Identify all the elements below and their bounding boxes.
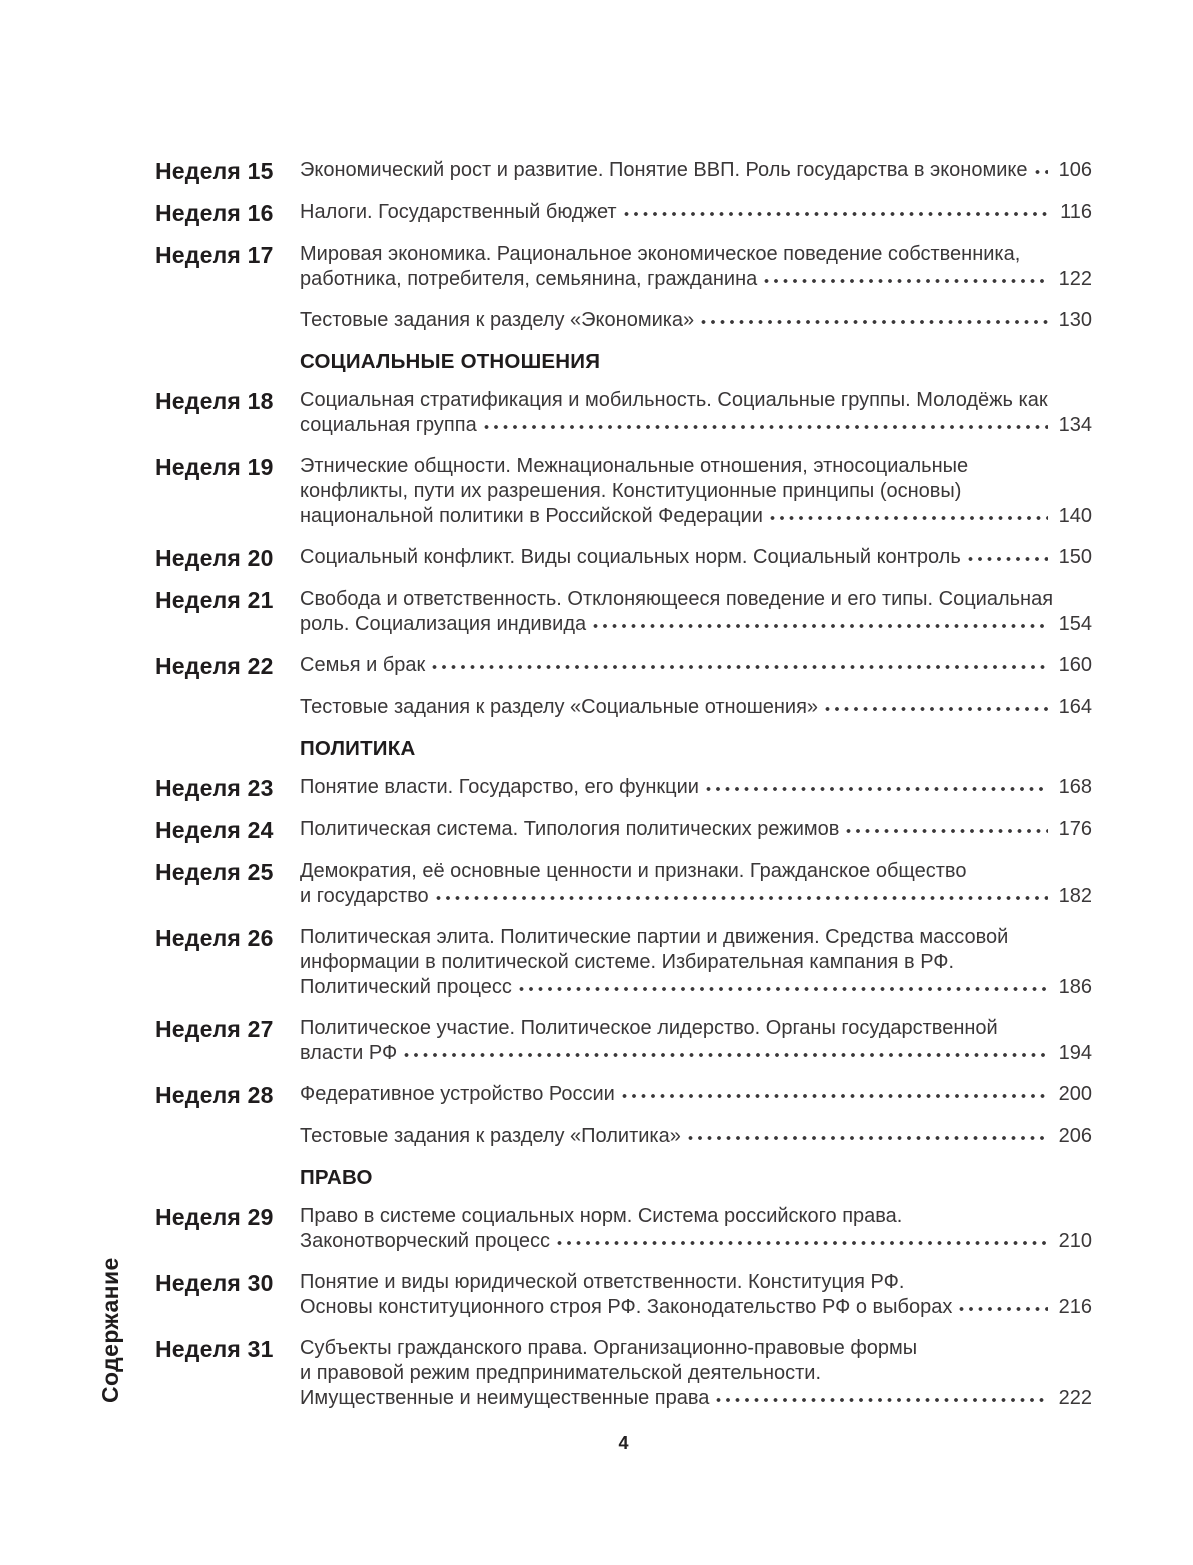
week-label: Неделя 16: [155, 200, 274, 226]
toc-entry: [155, 817, 1092, 843]
entry-text: Понятие власти. Государство, его функции: [300, 776, 699, 798]
toc-entry: [155, 587, 1092, 637]
page-number: 176: [1058, 818, 1092, 840]
toc-entry: [155, 308, 1092, 333]
toc-entry: [155, 242, 1092, 292]
entry-text: власти РФ: [300, 1042, 398, 1064]
dot-leader: [762, 277, 1048, 285]
entry-line: [300, 200, 1092, 225]
entry-text: Тестовые задания к разделу «Политика»: [300, 1125, 681, 1147]
entry-lines: [300, 158, 1092, 183]
dot-leader: [620, 1092, 1048, 1100]
entry-line: [300, 1270, 1092, 1295]
dot-leader: [844, 827, 1048, 835]
toc-entry: [155, 454, 1092, 529]
page-number: 140: [1058, 505, 1092, 527]
entry-text: Федеративное устройство России: [300, 1083, 615, 1105]
week-label: Неделя 27: [155, 1016, 274, 1042]
entry-line: [300, 1336, 1092, 1361]
week-label: Неделя 20: [155, 545, 274, 571]
entry-lines: [300, 242, 1092, 292]
section-heading: ПОЛИТИКА: [300, 737, 416, 760]
toc-entry: [155, 1204, 1092, 1254]
entry-text: Право в системе социальных норм. Система российского права.: [300, 1205, 903, 1227]
toc-entry: [155, 1082, 1092, 1108]
entry-line: [300, 1124, 1092, 1149]
entry-text: Экономический рост и развитие. Понятие ВВП. Роль государства в экономике: [300, 159, 1028, 181]
entry-lines: [300, 1124, 1092, 1149]
page-number: 210: [1058, 1230, 1092, 1252]
entry-text: Политическая элита. Политические партии и движения. Средства массовой: [300, 926, 1009, 948]
week-label: Неделя 23: [155, 775, 274, 801]
entry-text: Политическая система. Типология политических режимов: [300, 818, 840, 840]
entry-lines: [300, 1082, 1092, 1107]
entry-line: [300, 1386, 1092, 1411]
dot-leader: [1033, 168, 1049, 176]
page-number: 154: [1058, 613, 1092, 635]
page-number: 150: [1058, 546, 1092, 568]
entry-text: роль. Социализация индивида: [300, 613, 587, 635]
page-number: 186: [1058, 976, 1092, 998]
toc-entry: [155, 859, 1092, 909]
dot-leader: [957, 1305, 1048, 1313]
entry-text: Тестовые задания к разделу «Социальные отношения»: [300, 696, 819, 718]
toc-entry: [155, 1124, 1092, 1149]
page-number: 194: [1058, 1042, 1092, 1064]
entry-line: [300, 545, 1092, 570]
toc-entry: [155, 653, 1092, 679]
entry-lines: [300, 1016, 1092, 1066]
dot-leader: [434, 894, 1048, 902]
entry-text: Основы конституционного строя РФ. Законодательство РФ о выборах: [300, 1296, 953, 1318]
week-label: Неделя 31: [155, 1336, 274, 1362]
week-label: Неделя 21: [155, 587, 274, 613]
section-heading: ПРАВО: [300, 1166, 373, 1189]
entry-text: Имущественные и неимущественные права: [300, 1387, 710, 1409]
entry-text: и правовой режим предпринимательской деятельности.: [300, 1362, 822, 1384]
entry-text: национальной политики в Российской Федерации: [300, 505, 763, 527]
entry-text: Тестовые задания к разделу «Экономика»: [300, 309, 695, 331]
page-number: 106: [1058, 159, 1092, 181]
entry-line: [300, 504, 1092, 529]
entry-line: [300, 1041, 1092, 1066]
entry-text: Законотворческий процесс: [300, 1230, 551, 1252]
entry-line: [300, 1082, 1092, 1107]
entry-line: [300, 587, 1092, 612]
dot-leader: [482, 423, 1048, 431]
week-label: Неделя 30: [155, 1270, 274, 1296]
week-label: Неделя 22: [155, 653, 274, 679]
dot-leader: [704, 785, 1048, 793]
week-label: Неделя 25: [155, 859, 274, 885]
entry-lines: [300, 817, 1092, 842]
dot-leader: [823, 705, 1048, 713]
dot-leader: [768, 514, 1048, 522]
dot-leader: [555, 1239, 1048, 1247]
dot-leader: [622, 210, 1048, 218]
entry-lines: [300, 454, 1092, 529]
toc-entry: [155, 545, 1092, 571]
entry-lines: [300, 1336, 1092, 1411]
week-label: Неделя 17: [155, 242, 274, 268]
dot-leader: [591, 622, 1048, 630]
entry-text: и государство: [300, 885, 429, 907]
week-label: [155, 695, 300, 696]
week-label: Неделя 26: [155, 925, 274, 951]
week-label: Неделя 28: [155, 1082, 274, 1108]
toc-entry: [155, 775, 1092, 801]
entry-lines: [300, 545, 1092, 570]
entry-line: [300, 454, 1092, 479]
page-number: 168: [1058, 776, 1092, 798]
sidebar-vertical-label: Содержание: [97, 1257, 123, 1403]
entry-text: Политический процесс: [300, 976, 512, 998]
dot-leader: [686, 1134, 1048, 1142]
entry-line: [300, 653, 1092, 678]
toc-entry: [155, 200, 1092, 226]
page-number: 130: [1058, 309, 1092, 331]
week-label: Неделя 15: [155, 158, 274, 184]
entry-lines: [300, 925, 1092, 1000]
entry-lines: [300, 200, 1092, 225]
entry-line: [300, 1361, 1092, 1386]
entry-line: [300, 925, 1092, 950]
entry-line: [300, 884, 1092, 909]
page-number: 200: [1058, 1083, 1092, 1105]
entry-text: Свобода и ответственность. Отклоняющееся поведение и его типы. Социальная: [300, 588, 1054, 610]
toc-entry: [155, 1336, 1092, 1411]
page-number: 116: [1060, 201, 1092, 223]
entry-line: [300, 775, 1092, 800]
entry-text: работника, потребителя, семьянина, гражданина: [300, 268, 758, 290]
dot-leader: [699, 318, 1048, 326]
toc-entry: [155, 1016, 1092, 1066]
toc-list: [155, 158, 1092, 1427]
entry-line: [300, 975, 1092, 1000]
entry-line: [300, 950, 1092, 975]
entry-line: [300, 612, 1092, 637]
entry-lines: [300, 859, 1092, 909]
entry-line: [300, 859, 1092, 884]
dot-leader: [402, 1051, 1048, 1059]
toc-entry: [155, 695, 1092, 720]
entry-lines: [300, 695, 1092, 720]
entry-line: [300, 479, 1092, 504]
entry-text: Этнические общности. Межнациональные отношения, этносоциальные: [300, 455, 969, 477]
entry-text: Социальная стратификация и мобильность. Социальные группы. Молодёжь как: [300, 389, 1048, 411]
entry-text: социальная группа: [300, 414, 477, 436]
dot-leader: [430, 663, 1048, 671]
entry-lines: [300, 775, 1092, 800]
entry-text: Субъекты гражданского права. Организационно-правовые формы: [300, 1337, 918, 1359]
entry-lines: [300, 653, 1092, 678]
entry-text: Мировая экономика. Рациональное экономическое поведение собственника,: [300, 243, 1021, 265]
entry-text: Налоги. Государственный бюджет: [300, 201, 617, 223]
entry-text: Политическое участие. Политическое лидерство. Органы государственной: [300, 1017, 998, 1039]
page-number: 122: [1058, 268, 1092, 290]
week-label: Неделя 19: [155, 454, 274, 480]
dot-leader: [966, 555, 1048, 563]
week-label: Неделя 24: [155, 817, 274, 843]
entry-text: конфликты, пути их разрешения. Конституционные принципы (основы): [300, 480, 962, 502]
week-label: [155, 1124, 300, 1125]
entry-text: Демократия, её основные ценности и признаки. Гражданское общество: [300, 860, 967, 882]
toc-entry: [155, 158, 1092, 184]
week-label: [155, 308, 300, 309]
entry-line: [300, 242, 1092, 267]
entry-line: [300, 158, 1092, 183]
page-number: 160: [1058, 654, 1092, 676]
toc-entry: [155, 1270, 1092, 1320]
page-number: 182: [1058, 885, 1092, 907]
entry-line: [300, 695, 1092, 720]
page-number: 206: [1058, 1125, 1092, 1147]
toc-entry: [155, 925, 1092, 1000]
entry-line: [300, 388, 1092, 413]
entry-line: [300, 267, 1092, 292]
entry-line: [300, 1295, 1092, 1320]
page-number: 216: [1058, 1296, 1092, 1318]
dot-leader: [714, 1396, 1048, 1404]
entry-lines: [300, 1204, 1092, 1254]
page-number: 134: [1058, 414, 1092, 436]
week-label: Неделя 18: [155, 388, 274, 414]
entry-text: Понятие и виды юридической ответственности. Конституция РФ.: [300, 1271, 905, 1293]
entry-line: [300, 1229, 1092, 1254]
entry-text: Семья и брак: [300, 654, 426, 676]
entry-lines: [300, 1270, 1092, 1320]
week-label: Неделя 29: [155, 1204, 274, 1230]
entry-line: [300, 1016, 1092, 1041]
page-number: 164: [1058, 696, 1092, 718]
entry-line: [300, 308, 1092, 333]
entry-line: [300, 413, 1092, 438]
page-number: 222: [1058, 1387, 1092, 1409]
toc-entry: [155, 388, 1092, 438]
entry-line: [300, 817, 1092, 842]
footer-page-number: 4: [618, 1433, 629, 1453]
entry-lines: [300, 388, 1092, 438]
dot-leader: [517, 985, 1048, 993]
entry-line: [300, 1204, 1092, 1229]
section-heading: СОЦИАЛЬНЫЕ ОТНОШЕНИЯ: [300, 350, 601, 373]
entry-lines: [300, 587, 1092, 637]
entry-text: информации в политической системе. Избирательная кампания в РФ.: [300, 951, 955, 973]
entry-text: Социальный конфликт. Виды социальных норм. Социальный контроль: [300, 546, 961, 568]
entry-lines: [300, 308, 1092, 333]
